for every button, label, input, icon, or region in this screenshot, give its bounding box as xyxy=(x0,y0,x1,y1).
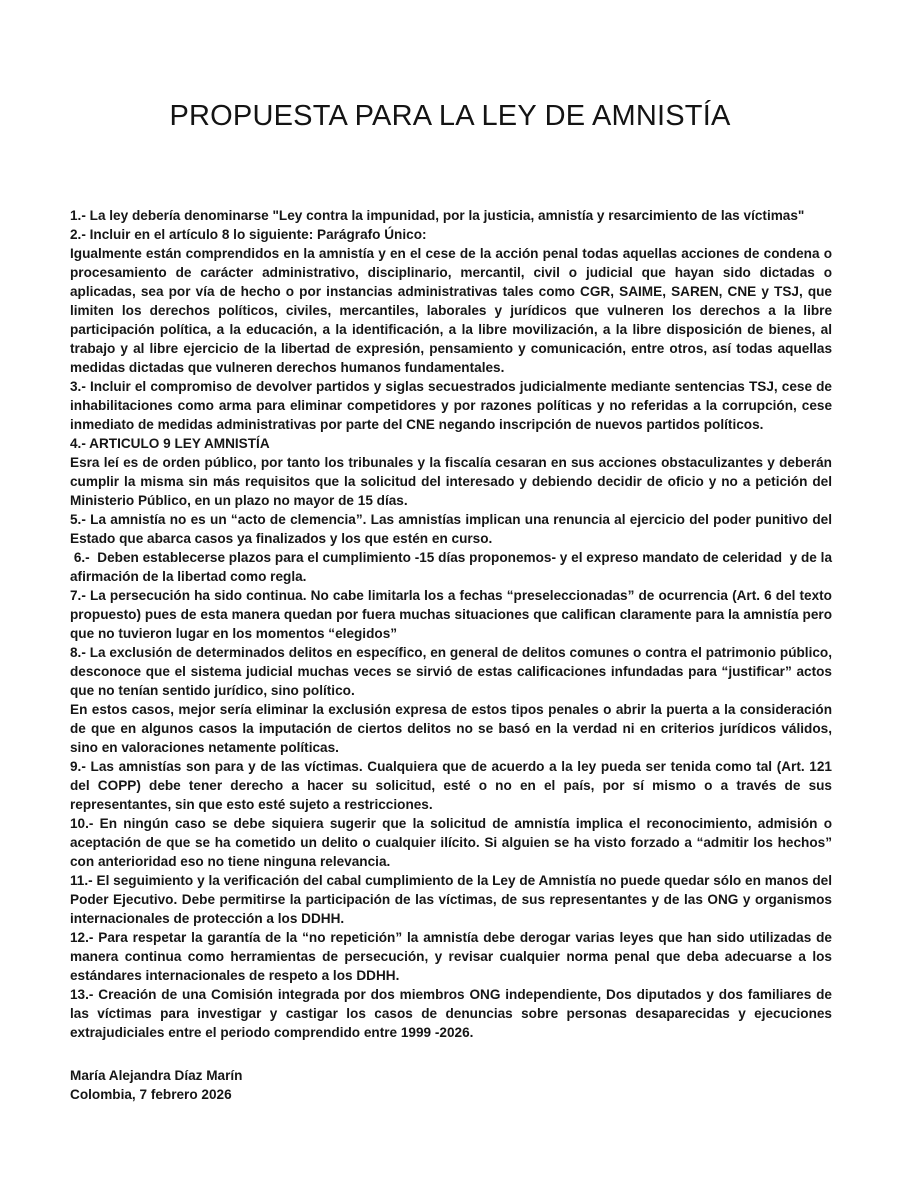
signature-block xyxy=(70,1066,570,1104)
document-body xyxy=(70,206,836,1042)
paragraph-10: 10.- En ningún caso se debe siquiera sugerir que la solicitud de amnistía implica el reconocimiento, admisión o aceptación de que se ha cometido un delito o cualquier ilícito. Si alguien se ha visto forzado a “admitir los hechos” con anterioridad eso no tiene ninguna relevancia. xyxy=(70,816,832,869)
paragraph-1: 1.- La ley debería denominarse "Ley contra la impunidad, por la justicia, amnistía y resarcimiento de las víctimas" xyxy=(70,208,805,223)
paragraph-9: 9.- Las amnistías son para y de las víctimas. Cualquiera que de acuerdo a la ley pueda ser tenida como tal (Art. 121 del COPP) debe tener derecho a hacer su solicitud, esté o no en el país, por sí mismo o a través de sus representantes, sin que esto esté sujeto a restricciones. xyxy=(70,759,832,812)
paragraph-4-body: Esra leí es de orden público, por tanto los tribunales y la fiscalía cesaran en sus acciones obstaculizantes y deberán cumplir la misma sin más requisitos que la solicitud del interesado y debiendo decidir de oficio y no a petición del Ministerio Público, en un plazo no mayor de 15 días. xyxy=(70,455,832,508)
paragraph-13: 13.- Creación de una Comisión integrada por dos miembros ONG independiente, Dos diputados y dos familiares de las víctimas para investigar y castigar los casos de denuncias sobre personas desaparecidas y ejecuciones extrajudiciales entre el periodo comprendido entre 1999 -2026. xyxy=(70,987,832,1040)
paragraph-4: 4.- ARTICULO 9 LEY AMNISTÍA xyxy=(70,436,270,451)
paragraph-6: 6.- Deben establecerse plazos para el cumplimiento -15 días proponemos- y el expreso mandato de celeridad y de la afirmación de la libertad como regla. xyxy=(70,550,836,584)
paragraph-5: 5.- La amnistía no es un “acto de clemencia”. Las amnistías implican una renuncia al ejercicio del poder punitivo del Estado que abarca casos ya finalizados y los que estén en curso. xyxy=(70,512,832,546)
paragraph-7: 7.- La persecución ha sido continua. No cabe limitarla los a fechas “preseleccionadas” de ocurrencia (Art. 6 del texto propuesto) pues de esta manera quedan por fuera muchas situaciones que califican claramente para la amnistía pero que no tuvieron lugar en los momentos “elegidos” xyxy=(70,588,832,641)
document-title: PROPUESTA PARA LA LEY DE AMNISTÍA xyxy=(169,100,731,132)
paragraph-8: 8.- La exclusión de determinados delitos en específico, en general de delitos comunes o contra el patrimonio público, desconoce que el sistema judicial muchas veces se sirvió de estas calificaciones infundadas para “justificar” actos que no tenían sentido jurídico, sino político. xyxy=(70,645,832,698)
paragraph-11: 11.- El seguimiento y la verificación del cabal cumplimiento de la Ley de Amnistía no puede quedar sólo en manos del Poder Ejecutivo. Debe permitirse la participación de las víctimas, de sus representantes y de las ONG y organismos internacionales de protección a los DDHH. xyxy=(70,873,832,926)
signature-place-date: Colombia, 7 febrero 2026 xyxy=(70,1087,232,1102)
signature-name: María Alejandra Díaz Marín xyxy=(70,1068,243,1083)
paragraph-2-body: Igualmente están comprendidos en la amnistía y en el cese de la acción penal todas aquellas acciones de condena o procesamiento de carácter administrativo, disciplinario, mercantil, civil o judicial que hayan sido dictadas o aplicadas, sea por vía de hecho o por instancias administrativas tales como CGR, SAIME, SAREN, CNE y TSJ, que limiten los derechos políticos, civiles, mercantiles, laborales y jurídicos que vulneren los derechos a la libre participación política, a la educación, a la identificación, a la libre movilización, a la libre disposición de bienes, al trabajo y al libre ejercicio de la libertad de expresión, pensamiento y comunicación, entre otros, así todas aquellas medidas dictadas que vulneren derechos humanos fundamentales. xyxy=(70,246,832,375)
paragraph-8-continued: En estos casos, mejor sería eliminar la exclusión expresa de estos tipos penales o abrir la puerta a la consideración de que en algunos casos la imputación de ciertos delitos no se basó en la verdad ni en criterios jurídicos válidos, sino en valoraciones netamente políticas. xyxy=(70,702,832,755)
paragraph-12: 12.- Para respetar la garantía de la “no repetición” la amnistía debe derogar varias leyes que han sido utilizadas de manera continua como herramientas de persecución, y revisar cualquier norma penal que deba adecuarse a los estándares internacionales de respeto a los DDHH. xyxy=(70,930,832,983)
paragraph-2: 2.- Incluir en el artículo 8 lo siguiente: Parágrafo Único: xyxy=(70,227,427,242)
paragraph-3: 3.- Incluir el compromiso de devolver partidos y siglas secuestrados judicialmente mediante sentencias TSJ, cese de inhabilitaciones como arma para eliminar competidores y por razones políticas y no referidas a la corrupción, cese inmediato de medidas administrativas por parte del CNE negando inscripción de nuevos partidos políticos. xyxy=(70,379,832,432)
